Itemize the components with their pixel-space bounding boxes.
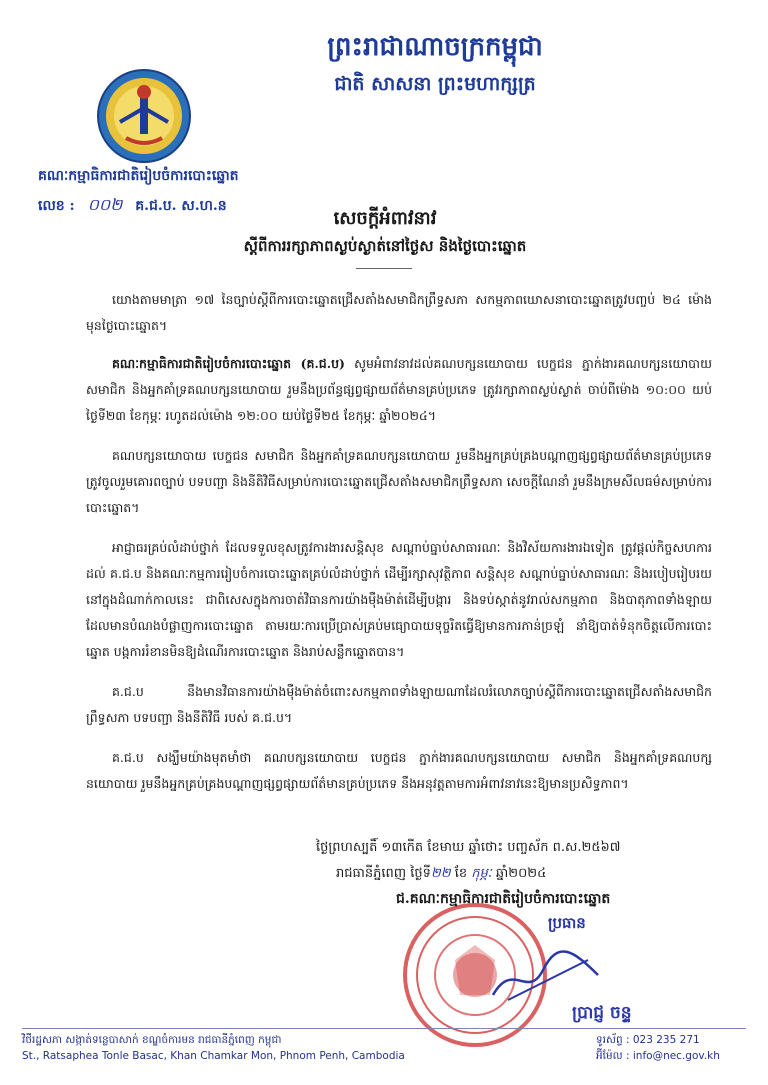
paragraph	[86, 351, 712, 429]
reference-line	[38, 194, 227, 218]
paragraph: គណបក្សនយោបាយ បេក្ខជន សមាជិក និងអ្នកគាំទ្រគណបក្សនយោបាយ រួមនឹងអ្នកគ្រប់គ្រងបណ្តាញផ្សព្វផ្សាយព័ត៌មានគ្រប់ប្រភេទ ត្រូវចូលរួមគោរពច្បាប់ បទបញ្ជា និងនីតិវិធីសម្រាប់ការបោះឆ្នោតជ្រើសតាំងសមាជិកព្រឹទ្ធសភា សេចក្តីណែនាំ រួមនឹងក្រមសីលធម៌សម្រាប់ការបោះឆ្នោត។	[86, 448, 712, 515]
solar-day: ២២	[430, 866, 451, 881]
paragraph: យោងតាមមាត្រា ១៧ នៃច្បាប់ស្តីពីការបោះឆ្នោតជ្រើសតាំងសមាជិកព្រឹទ្ធសភា សកម្មភាពឃោសនាបោះឆ្នោតត្រូវបញ្ចប់ ២៤ ម៉ោង មុនថ្ងៃបោះឆ្នោត។	[86, 292, 712, 333]
signer-name: ប្រាជ្ញ ចន្ទ	[572, 1003, 632, 1023]
kingdom-header	[300, 30, 570, 98]
national-motto: ជាតិ សាសនា ព្រះមហាក្សត្រ	[334, 73, 536, 95]
paragraph-lead: គណៈកម្មាធិការជាតិរៀបចំការបោះឆ្នោត (គ.ជ.ប)	[112, 356, 345, 371]
lunar-date: ថ្ងៃព្រហស្បតិ៍ ១៣កើត ខែមាឃ ឆ្នាំថោះ បញ្ចស័ក ព.ស.២៥៦៧	[316, 840, 621, 855]
signer-role: ប្រធាន	[548, 914, 586, 932]
solar-month: កុម្ភៈ	[471, 866, 492, 881]
address-khmer: វិថីរដ្ឋសភា សង្កាត់ទន្លេបាសាក់ ខណ្ឌចំការមន រាជធានីភ្នំពេញ កម្ពុជា	[22, 1034, 282, 1046]
address-english: St., Ratsaphea Tonle Basac, Khan Chamkar Mon, Phnom Penh, Cambodia	[22, 1050, 405, 1062]
solar-date-prefix: រាជធានីភ្នំពេញ ថ្ងៃទី	[336, 866, 431, 881]
phone-number[interactable]: 023 235 271	[632, 1034, 700, 1046]
signing-org: ជ.គណៈកម្មាធិការជាតិរៀបចំការបោះឆ្នោត	[396, 891, 611, 907]
ref-number: ០០២	[87, 195, 123, 214]
paragraph: គ.ជ.ប សង្ឃឹមយ៉ាងមុតមាំថា គណបក្សនយោបាយ បេក្ខជន ភ្នាក់ងារគណបក្សនយោបាយ សមាជិក និងអ្នកគាំទ្រគណបក្សនយោបាយ រួមនឹងអ្នកគ្រប់គ្រងបណ្តាញផ្សព្វផ្សាយព័ត៌មានគ្រប់ប្រភេទ នឹងអនុវត្តតាមការអំពាវនាវនេះឱ្យមានប្រសិទ្ធភាព។	[86, 750, 712, 791]
org-name: គណៈកម្មាធិការជាតិរៀបចំការបោះឆ្នោត	[38, 168, 239, 184]
phone-line	[596, 1032, 720, 1048]
solar-date	[316, 861, 716, 887]
document-body	[86, 287, 712, 811]
footer-divider	[22, 1028, 746, 1029]
document-title-block	[240, 207, 530, 257]
footer-contact	[596, 1032, 720, 1064]
kingdom-title: ព្រះរាជាណាចក្រកម្ពុជា	[327, 32, 543, 62]
ref-label: លេខ :	[38, 198, 75, 214]
document-title: សេចក្តីអំពាវនាវ	[333, 208, 437, 229]
date-block	[316, 835, 716, 887]
paragraph-text: សូមអំពាវនាវដល់គណបក្សនយោបាយ បេក្ខជន ភ្នាក់ងារគណបក្សនយោបាយ សមាជិក និងអ្នកគាំទ្រគណបក្សនយោបាយ រួមនឹងប្រព័ន្ធផ្សព្វផ្សាយព័ត៌មានគ្រប់ប្រភេទ ត្រូវរក្សាភាពស្ងប់ស្ងាត់ ចាប់ពីម៉ោង ១០:០០ យប់ថ្ងៃទី២៣ ខែកុម្ភៈ រហូតដល់ម៉ោង ១២:០០ យប់ថ្ងៃទី២៥ ខែកុម្ភៈ ឆ្នាំ២០២៤។	[86, 356, 712, 423]
phone-label: ទូរស័ព្ទ :	[596, 1034, 633, 1046]
ref-code: គ.ជ.ប. ស.ហ.ន	[135, 198, 227, 214]
nec-emblem-icon	[96, 68, 192, 164]
solar-date-mid: ខែ	[450, 866, 472, 881]
document-subtitle: ស្តីពីការរក្សាភាពស្ងប់ស្ងាត់នៅថ្ងៃស និងថ្ងៃបោះឆ្នោត	[243, 237, 527, 255]
email-address[interactable]: info@nec.gov.kh	[632, 1050, 720, 1062]
title-divider	[356, 268, 412, 269]
footer-address	[22, 1032, 405, 1064]
paragraph: គ.ជ.ប នឹងមានវិធានការយ៉ាងម៉ឺងម៉ាត់ចំពោះសកម្មភាពទាំងឡាយណាដែលរំលោភច្បាប់ស្តីពីការបោះឆ្នោតជ្រើសតាំងសមាជិកព្រឹទ្ធសភា បទបញ្ជា និងនីតិវិធី របស់ គ.ជ.ប។	[86, 684, 712, 725]
handwritten-signature-icon	[488, 940, 608, 1010]
email-line	[596, 1048, 720, 1064]
solar-year: ឆ្នាំ២០២៤	[491, 866, 547, 881]
email-label: អ៊ីម៉ែល :	[596, 1050, 633, 1062]
paragraph: អាជ្ញាធរគ្រប់លំដាប់ថ្នាក់ ដែលទទួលខុសត្រូវការងារសន្តិសុខ សណ្តាប់ធ្នាប់សាធារណៈ និងវិស័យការងារឯទៀត ត្រូវផ្តល់កិច្ចសហការដល់ គ.ជ.ប និងគណៈកម្មការរៀបចំការបោះឆ្នោតគ្រប់លំដាប់ថ្នាក់ ដើម្បីរក្សាសុវត្ថិភាព សន្តិសុខ សណ្តាប់ធ្នាប់សាធារណៈ និងរបៀបរៀបរយ នៅក្នុងដំណាក់កាលនេះ ជាពិសេសក្នុងការចាត់វិធានការយ៉ាងម៉ឺងម៉ាត់ដើម្បីបង្ការ និងទប់ស្កាត់នូវរាល់សកម្មភាព និងបាតុភាពទាំងឡាយ ដែលមានបំណងបំផ្លាញការបោះឆ្នោត តាមរយៈការប្រើប្រាស់គ្រប់មធ្យោបាយទុច្ចរិតធ្វើឱ្យមានការភាន់ច្រឡំ នាំឱ្យបាត់ទំនុកចិត្តលើការបោះឆ្នោត បង្កការរំខានមិនឱ្យដំណើរការបោះឆ្នោត និងរាប់សន្លឹកឆ្នោតបាន។	[86, 540, 712, 659]
